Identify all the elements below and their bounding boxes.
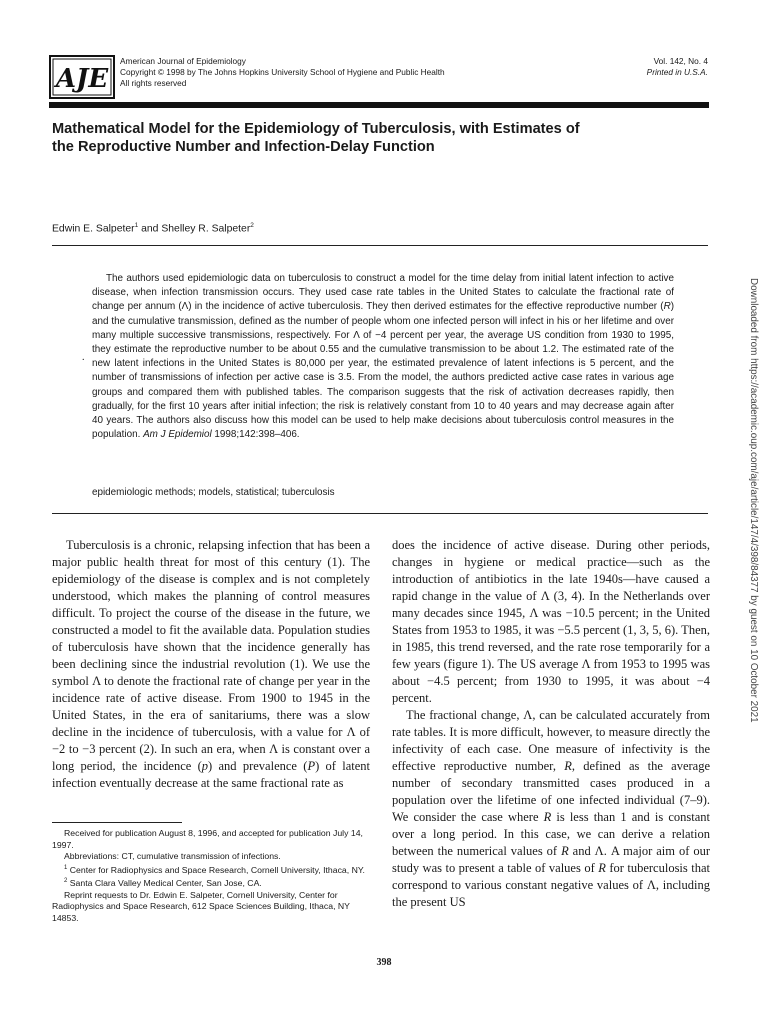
symbol-R: R (561, 844, 569, 858)
authors (52, 222, 254, 234)
symbol-R: R (543, 810, 552, 824)
symbol-R: R (564, 759, 572, 773)
citation-details: 1998;142:398–406. (211, 429, 300, 441)
fn-marker: 2 (64, 878, 68, 885)
paragraph (52, 537, 370, 792)
paragraph: does the incidence of active disease. During other periods, changes in hygiene or medical practice—such as the introduction of antibiotics in the late 1940s—have caused a rapid change in the value of Λ (3, 4). In the Netherlands over many decades since 1945, Λ was −10.5 percent; in the United States from 1953 to 1985, it was −5.5 percent (1, 3, 5, 6). Then, in 1985, this trend reversed, and the rate rose temporarily for a few years (figure 1). The US average Λ from 1953 to 1995 was about −4.5 percent; from 1930 to 1995, it was about −4 percent. (392, 538, 710, 705)
text: ) of latent infection eventually decrease at the same fractional rate as (52, 759, 371, 790)
text: is less than 1 and is constant over a long period. In this case, we can derive a relation between the numerical values of (392, 810, 710, 858)
divider (52, 245, 708, 246)
fn-text: Santa Clara Valley Medical Center, San Jose, CA. (67, 878, 262, 889)
footnote-abbreviations: Abbreviations: CT, cumulative transmission of infections. (64, 851, 281, 862)
title-line-1: Mathematical Model for the Epidemiology of Tuberculosis, with Estimates of (52, 121, 580, 137)
volume-number: Vol. 142, No. 4 (653, 56, 708, 66)
copyright-line: Copyright © 1998 by The Johns Hopkins University School of Hygiene and Public Health (120, 67, 445, 78)
text: ) and prevalence ( (208, 759, 308, 773)
watermark-text: Downloaded from https://academic.oup.com/aje/article/147/4/398/84377 by guest on 10 October 2021 (748, 278, 759, 723)
journal-name: American Journal of Epidemiology (120, 56, 246, 66)
abstract-R: R (663, 301, 671, 313)
header-rule (49, 102, 709, 108)
citation-journal: Am J Epidemiol (143, 429, 212, 441)
page-number: 398 (376, 957, 392, 968)
text: Tuberculosis is a chronic, relapsing infection that has been a major public health threat for most of this century (1). The epidemiology of the disease is complex and is not completely understood, which makes the planning of control measures difficult. To project the course of the disease in the future, we constructed a model to fit the available data. Population studies of tuberculosis have shown that the incidence generally has been declining since the industrial revolution (1). We use the symbol Λ to denote the fractional rate of change per year in the incidence rate of active disease. From 1900 to 1945 in the United States, in the era of sanitariums, there was a slow decline in the incidence of tuberculosis, with a value for Λ of −2 to −3 percent (2). In such an era, when Λ is constant over a long period, the incidence ( (52, 538, 370, 773)
download-watermark (747, 278, 759, 748)
text: , defined as the average number of secondary transmitted cases produced in a population over the lifetime of one infected individual (7–9). We consider the case where (392, 759, 710, 824)
body-column-right (392, 537, 710, 911)
text: and Λ. A major aim of our study was to present a table of values of (392, 844, 710, 875)
abstract-text-1: The authors used epidemiologic data on tuberculosis to construct a model for the time delay from initial latent infection to active disease, when infection transmission occurs. They used case rate tables in the United States to calculate the fractional rate of change per annum (Λ) in the incidence of active tuberculosis. They then derived estimates for the effective reproductive number ( (92, 273, 674, 313)
article-title (52, 120, 672, 156)
abstract-text-2: ) and the cumulative transmission, defined as the number of people whom one infected person will infect in his or her lifetime and over many multiple successive transmissions, respectively. For Λ of −4 percent per year, the average US condition from 1930 to 1995, they estimate the reproductive number to be about 0.55 and the cumulative transmission to be about 1.2. The estimated rate of the new latent infections in the United States is 80,000 per year, the estimated prevalence of latent infections is 5 percent, and the number of transmissions of infection per active case is 3.5. From the model, the authors predicted active case rates in various age groups and compared them with published tables. The comparison suggests that the risk of activation decreases rapidly, then gradually, for the first 10 years after initial infection; the risk is relatively constant from 10 to 40 years and may decrease again after 40 years. The authors also discuss how this model can be used to help make decisions about tuberculosis control measures in the population. (92, 301, 674, 441)
fn-marker: 1 (64, 864, 68, 871)
margin-mark: . (82, 352, 85, 363)
symbol-R: R (598, 861, 606, 875)
volume-info (647, 56, 708, 78)
logo-text: AJE (55, 64, 109, 94)
author-2: Shelley R. Salpeter (161, 223, 251, 235)
authors-and: and (138, 223, 162, 235)
body-column-left (52, 537, 370, 792)
author-1: Edwin E. Salpeter (52, 223, 135, 235)
printed-in: Printed in U.S.A. (646, 67, 708, 78)
symbol-P: P (307, 759, 316, 773)
paragraph (392, 707, 710, 911)
footnote-reprint: Reprint requests to Dr. Edwin E. Salpeter, Cornell University, Center for Radiophysics and Space Research, 612 Space Sciences Building, Ithaca, NY 14853. (52, 889, 350, 923)
title-line-2: the Reproductive Number and Infection-Delay Function (52, 139, 435, 155)
text: The fractional change, Λ, can be calculated accurately from rate tables. It is more difficult, however, to measure directly the infectivity of each case. One measure of infectivity is the effective reproductive number, (392, 708, 710, 773)
footnote-2 (52, 876, 370, 889)
author-2-affil: 2 (250, 222, 254, 229)
symbol-p: p (201, 759, 209, 773)
rights-line: All rights reserved (120, 78, 187, 89)
divider (52, 513, 708, 514)
footnote-rule (52, 822, 182, 823)
aje-logo (49, 55, 115, 99)
journal-info (120, 56, 445, 90)
keywords: epidemiologic methods; models, statistical; tuberculosis (92, 487, 335, 498)
footnote-1 (52, 863, 370, 876)
text: for tuberculosis that correspond to various constant negative values of Λ, including the present US (392, 861, 710, 909)
author-1-affil: 1 (134, 222, 139, 229)
abstract (92, 272, 674, 442)
fn-text: Center for Radiophysics and Space Research, Cornell University, Ithaca, NY. (67, 864, 365, 875)
footnote-received: Received for publication August 8, 1996, and accepted for publication July 14, 1997. (52, 828, 363, 850)
footnotes (52, 828, 370, 925)
